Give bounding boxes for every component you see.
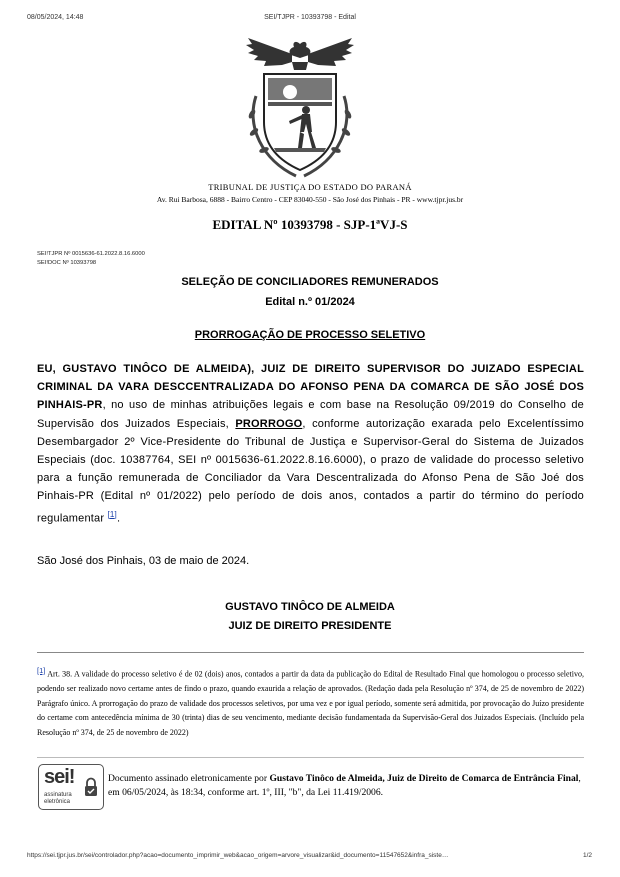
body-end: . xyxy=(116,512,121,525)
sei-logo-line2: eletrônica xyxy=(44,799,71,805)
parana-coat-of-arms-icon xyxy=(242,36,358,180)
page-indicator: 1/2 xyxy=(583,852,593,859)
signer-role: JUIZ DE DIREITO PRESIDENTE xyxy=(228,620,392,632)
footnote xyxy=(37,664,584,740)
heading-edital-number: Edital n.º 01/2024 xyxy=(265,296,355,308)
signer-name: GUSTAVO TINÔCO DE ALMEIDA xyxy=(225,601,395,613)
court-address: Av. Rui Barbosa, 6888 - Bairro Centro - CEP 83040-550 - São José dos Pinhais - PR - www.tjpr.jus.br xyxy=(156,195,464,204)
signature-text-after: , em 06/05/2024, às 18:34, conforme art. 1º, III, "b", da Lei 11.419/2006. xyxy=(108,773,581,798)
heading-selection: SELEÇÃO DE CONCILIADORES REMUNERADOS xyxy=(181,276,439,288)
footnote-mark-link[interactable]: [1] xyxy=(37,666,46,675)
body-paragraph xyxy=(37,360,584,527)
body-prorrogo: PRORROGO xyxy=(235,417,303,430)
body-uppercase-intro: EU, GUSTAVO TINÔCO DE ALMEIDA), JUIZ DE DIREITO SUPERVISOR DO JUIZADO ESPECIAL CRIMINAL DA VARA DESCCENTRALIZADA DO AFONSO PENA DA COMARCA DE SÃO JOSÉ DOS PINHAIS-PR xyxy=(37,363,584,412)
lock-icon xyxy=(83,777,99,797)
sei-doc-number: SEI!DOC Nº 10393798 xyxy=(37,260,97,266)
footnote-link[interactable]: [1] xyxy=(107,509,117,519)
print-page-title: SEI/TJPR - 10393798 - Edital xyxy=(264,14,356,21)
footnote-divider xyxy=(37,652,584,653)
print-datetime: 08/05/2024, 14:48 xyxy=(27,14,84,21)
signature-signer: Gustavo Tinôco de Almeida, Juiz de Direito de Comarca de Entrância Final xyxy=(269,773,579,784)
signature-divider xyxy=(37,757,584,758)
print-url: https://sei.tjpr.jus.br/sei/controlador.php?acao=documento_imprimir_web&acao_origem=arvore_visualizar&id_documento=11547652&infra_siste… xyxy=(27,852,449,859)
body-text-part2: , conforme autorização exarada pelo Excelentíssimo Desembargador 2º Vice-Presidente do Tribunal de Justiça e Supervisor-Geral do Sistema de Juizados Especiais (doc. 10387764, SEI nº 0015636-61.2022.8.16.6000), o prazo de validade do processo seletivo para a função remunerada de Conciliador da Vara Descentralizada do Afonso Pena de São Joé dos Pinhais-PR (Edital nº 01/2022) pelo período de dois anos, contados a partir do término do período regulamentar xyxy=(37,417,584,525)
sei-logo-word: sei! xyxy=(44,766,75,788)
sei-logo-line1: assinatura xyxy=(44,792,72,798)
signature-text-before: Documento assinado eletronicamente por xyxy=(108,773,270,784)
footnote-text: Art. 38. A validade do processo seletivo é de 02 (dois) anos, contados a partir da data da publicação do Edital de Resultado Final que homologou o processo seletivo, podendo ser realizado novo certame antes de findo o prazo, quando exaurida a relação de aprovados. (Redação dada pela Resolução nº 374, de 25 de novembro de 2022) Parágrafo único. A prorrogação do prazo de validade dos processos seletivos, por uma vez e por igual período, somente será admitida, por provocação do Juízo presidente do certame com antecedência mínima de 30 (trinta) dias de seu vencimento, mediante decisão fundamentada da Supervisão-Geral dos Juizados Especiais. (Incluído pela Resolução nº 374, de 25 de novembro de 2022) xyxy=(37,669,584,737)
process-references xyxy=(37,250,145,268)
place-date: São José dos Pinhais, 03 de maio de 2024. xyxy=(37,555,250,567)
court-name: TRIBUNAL DE JUSTIÇA DO ESTADO DO PARANÁ xyxy=(208,182,412,192)
document-title: EDITAL Nº 10393798 - SJP-1ªVJ-S xyxy=(212,217,408,232)
body-text-part1: , no uso de minhas atribuições legais e com base na Resolução 09/2019 do Conselho de Supervisão dos Juizados Especiais, xyxy=(37,399,584,430)
process-number: SEI!TJPR Nº 0015636-61.2022.8.16.6000 xyxy=(37,251,145,257)
signature-statement xyxy=(108,772,588,800)
subheading-prorrogacao: PRORROGAÇÃO DE PROCESSO SELETIVO xyxy=(194,329,426,341)
sei-signature-logo xyxy=(38,764,104,810)
